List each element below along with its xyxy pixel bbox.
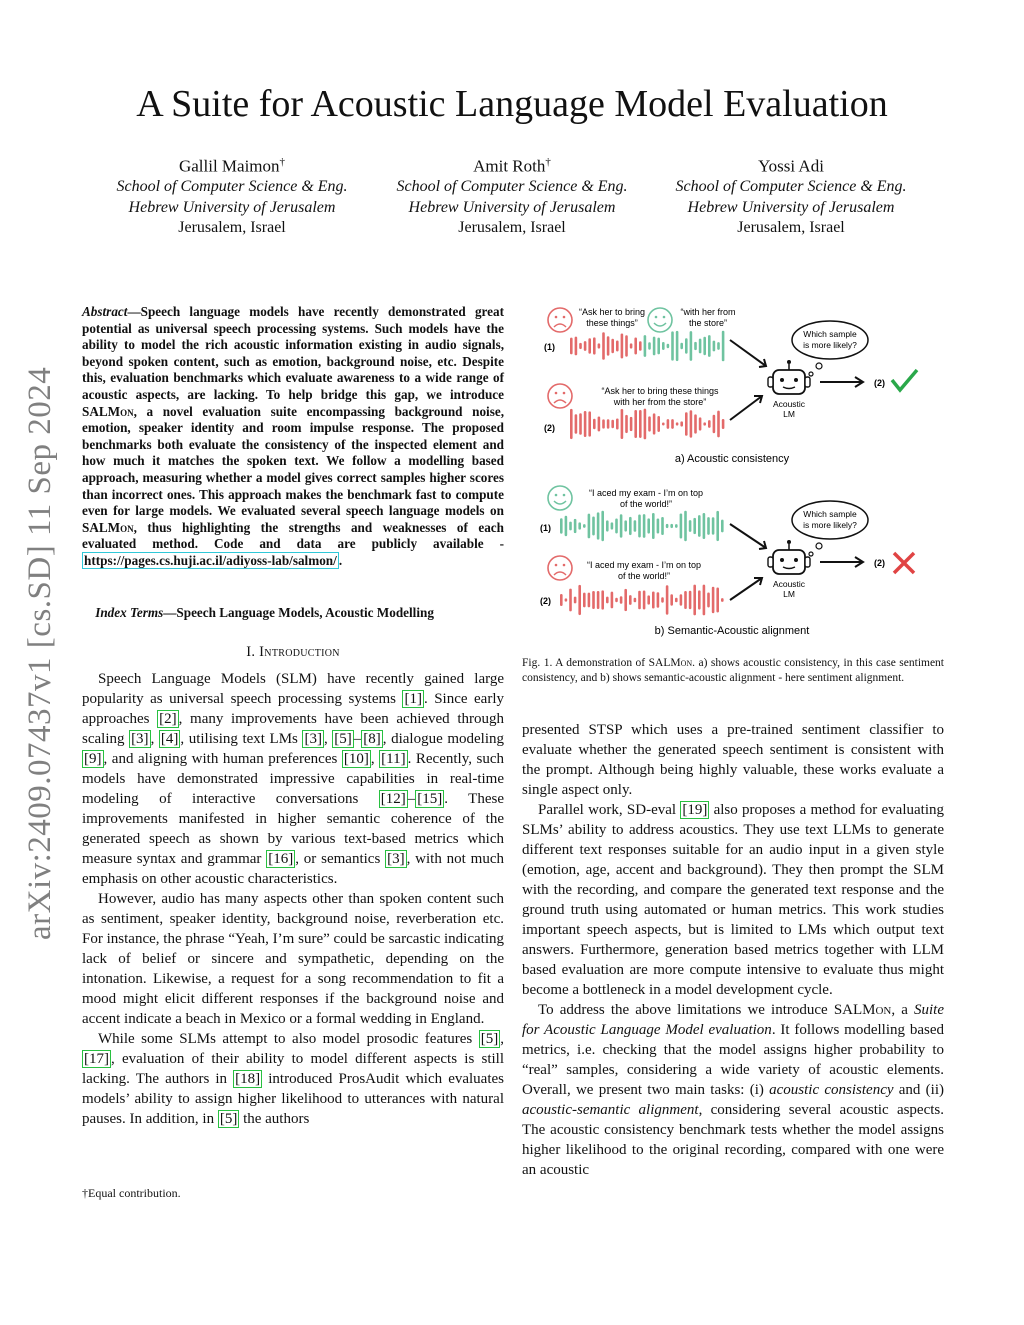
waveform-bar <box>707 593 710 608</box>
waveform-bar <box>616 418 619 429</box>
sad-face-icon <box>548 556 572 580</box>
waveform-bar <box>671 419 674 429</box>
waveform-bar <box>690 331 693 361</box>
cloud-text: is more likely? <box>803 340 857 350</box>
answer-label: (2) <box>874 558 885 568</box>
waveform-bar <box>703 585 706 616</box>
author-name: Gallil Maimon <box>178 156 280 176</box>
waveform-bar <box>578 522 581 529</box>
text: , with not much emphasis on other acoustic characteristics. <box>82 851 504 887</box>
sample-label: (2) <box>544 423 555 433</box>
waveform-bar <box>657 518 660 533</box>
text: Speech Language Models (SLM) have recently gained large popularity as universal speech processing systems <box>82 671 504 707</box>
waveform-bar <box>680 343 683 349</box>
waveform-bar <box>560 518 563 534</box>
section-heading: I. Introduction <box>246 644 340 660</box>
text: , dialogue modeling <box>382 731 504 747</box>
waveform-bar <box>639 341 642 351</box>
waveform-bar <box>721 520 724 533</box>
cross-icon <box>894 553 914 573</box>
salmon-name: SALMon <box>82 403 134 419</box>
text: Parallel work, SD-eval <box>538 802 681 818</box>
citation-link[interactable]: [11] <box>381 751 406 767</box>
waveform-bar <box>680 513 683 538</box>
happy-face-icon <box>548 486 572 510</box>
waveform <box>560 585 724 616</box>
subfigure-caption: a) Acoustic consistency <box>674 453 790 465</box>
waveform-bar <box>667 419 670 429</box>
waveform-bar <box>638 515 641 538</box>
waveform-bar <box>680 594 683 605</box>
citation-link[interactable]: [18] <box>235 1071 261 1087</box>
waveform-bar <box>707 517 710 535</box>
waveform-bar <box>630 417 633 431</box>
arrow-icon <box>730 340 766 366</box>
waveform-bar <box>575 414 578 434</box>
waveform-bar <box>713 341 716 352</box>
waveform-bar <box>685 412 688 436</box>
waveform-bar <box>703 337 706 355</box>
citation-link[interactable]: [5] <box>334 731 352 747</box>
waveform-bar <box>634 520 637 532</box>
citation-link[interactable]: [19] <box>682 802 708 818</box>
waveform-bar <box>579 343 582 349</box>
waveform-bar <box>699 339 702 354</box>
waveform-bar <box>621 409 624 439</box>
left-column <box>82 669 504 1129</box>
waveform-bar <box>560 594 563 606</box>
waveform-bar <box>584 411 587 437</box>
waveform-bar <box>652 513 655 539</box>
intro-paragraph: However, audio has many aspects other than spoken content such as sentiment, speaker identity, background noise, reverberation etc. For instance, the phrase “Yeah, I’m sure” could be sarcastic indicating lack of belief or sincere and sympathetic, depending on the intonation. Likewise, a request for a song recommendation to fit a mood might elicit different responses if the background noise and accent indicate a beach in Mexico or a formal wedding in England. <box>82 891 504 1027</box>
waveform-bar <box>647 595 650 604</box>
cloud-text: Which sample <box>803 509 857 519</box>
waveform-bar <box>569 589 572 612</box>
salmon-name: SALMon <box>833 1002 892 1018</box>
waveform-bar <box>717 411 720 438</box>
abstract-label: Abstract <box>82 304 128 319</box>
waveform-bar <box>670 594 673 605</box>
waveform-bar <box>621 334 624 359</box>
text: , or semantics <box>295 851 386 867</box>
waveform-bar <box>565 516 568 536</box>
sad-face-icon <box>548 308 572 332</box>
figure-quote: “Ask her to bring <box>578 307 646 317</box>
waveform <box>570 331 724 362</box>
waveform-bar <box>597 591 600 609</box>
waveform-bar <box>644 409 647 440</box>
author-block <box>362 152 662 239</box>
waveform-bar <box>708 335 711 357</box>
waveform-bar <box>643 514 646 538</box>
waveform-bar <box>611 592 614 609</box>
salmon-name: SALMon <box>648 657 693 669</box>
sample-label: (1) <box>544 342 555 352</box>
lm-label: Acoustic <box>772 399 806 409</box>
intro-paragraph: Speech Language Models (SLM) have recently gained large popularity as universal speech processing systems [1] . Since early approaches [2] , many improvements have been achieved through scaling [3] , [4] , utilising text LMs [3] , [5] – [8] , dialogue modeling [9] , and aligning with human preferences [10] , [11] . Recently, such models have demonstrated impressive capabilities in real-time modeling of interactive conversations [12] – [15] . These improvements manifested in higher semantic coherence of the generated speech as shown by various text-based metrics which measure syntax and grammar [16] , or semantics [3] , with not much emphasis on other acoustic characteristics. <box>82 671 505 887</box>
waveform-bar <box>598 417 601 432</box>
waveform-bar <box>598 343 601 348</box>
body-paragraph: presented STSP which uses a pre-trained sentiment classifier to evaluate whether the generated speech sentiment is consistent with the prompt. Although being highly valuable, these works evaluate a single aspect only. <box>522 722 944 798</box>
waveform-bar <box>703 513 706 539</box>
body-paragraph <box>522 1000 944 1180</box>
citation-link[interactable]: [10] <box>343 751 369 767</box>
waveform-bar <box>648 416 651 431</box>
waveform-bar <box>639 410 642 438</box>
index-terms-label: Index Terms <box>95 605 164 620</box>
waveform-bar <box>583 524 586 528</box>
arrow-icon <box>730 396 762 420</box>
waveform-bar <box>653 413 656 434</box>
author-dept: School of Computer Science & Eng. <box>116 178 348 196</box>
author-loc: Jerusalem, Israel <box>737 219 845 237</box>
waveform-bar <box>684 511 687 541</box>
text: acoustic consistency <box>769 1082 894 1098</box>
figure-quote: of the world!” <box>619 499 673 509</box>
waveform-bar <box>685 338 688 353</box>
citation-link[interactable]: [5] <box>219 1111 238 1127</box>
waveform-bar <box>722 419 725 429</box>
waveform-bar <box>602 332 605 360</box>
waveform <box>560 511 724 541</box>
text: To address the above limitations we introduce <box>538 1002 834 1018</box>
arrow-icon <box>730 578 762 600</box>
waveform-bar <box>694 342 697 350</box>
waveform-bar <box>570 409 573 439</box>
author-loc: Jerusalem, Israel <box>458 219 566 237</box>
waveform-bar <box>574 519 577 533</box>
waveform-bar <box>661 597 664 602</box>
waveform-bar <box>647 518 650 533</box>
lm-label: Acoustic <box>772 579 806 589</box>
waveform-bar <box>713 415 716 433</box>
waveform-bar <box>662 342 665 350</box>
figure-quote: “Ask her to bring these things <box>601 386 719 396</box>
text: , a <box>891 1002 914 1018</box>
waveform-bar <box>689 591 692 609</box>
waveform-bar <box>722 331 725 362</box>
robot-icon <box>768 540 810 574</box>
waveform-bar <box>648 342 651 349</box>
waveform-bar <box>675 524 678 528</box>
waveform-bar <box>684 591 687 609</box>
figure-quote: of the world!” <box>617 571 671 581</box>
waveform-bar <box>588 593 591 608</box>
author-loc: Jerusalem, Israel <box>178 219 286 237</box>
waveform-bar <box>634 338 637 355</box>
waveform-bar <box>611 420 614 428</box>
abstract-end: . <box>338 552 343 568</box>
text: , considering several acoustic aspects. The acoustic consistency benchmark tests whether the model assigns higher likelihood to the original recording, compared with one were an acoustic <box>522 1102 945 1178</box>
waveform-bar <box>675 598 678 603</box>
waveform-bar <box>615 598 618 602</box>
lm-label: LM <box>783 589 795 599</box>
waveform-bar <box>607 419 610 428</box>
waveform-bar <box>703 422 706 425</box>
arrow-icon <box>730 524 766 548</box>
waveform-bar <box>670 524 673 528</box>
waveform-bar <box>698 515 701 537</box>
waveform-bar <box>602 419 605 428</box>
author-block <box>641 152 941 239</box>
abstract-text: , a novel evaluation suite encompassing background noise, emotion, speaker identity and room impulse response. The proposed benchmarks both evaluate the consistency of the inspected element and how much it matches the spoken text. We follow a modelling based approach, measuring whether a model gives correct samples higher scores than incorrect ones. This approach makes the benchmark fast to compute even for large models. We evaluated several speech language models on <box>82 403 504 519</box>
waveform-bar <box>588 514 591 539</box>
waveform-bar <box>624 589 627 611</box>
waveform-bar <box>653 337 656 356</box>
waveform-bar <box>721 598 724 602</box>
cloud-text: Which sample <box>803 329 857 339</box>
waveform-bar <box>699 417 702 430</box>
figure-caption <box>522 656 944 686</box>
citation-link[interactable]: [12] <box>380 791 406 807</box>
waveform-bar <box>690 410 693 437</box>
sad-face-icon <box>548 384 572 408</box>
waveform-bar <box>592 517 595 536</box>
waveform-bar <box>634 410 637 438</box>
waveform-bar <box>680 421 683 426</box>
waveform-bar <box>574 597 577 604</box>
citation-link[interactable]: [17] <box>84 1051 109 1067</box>
text: acoustic-semantic alignment <box>522 1102 699 1118</box>
salmon-name: SALMon <box>82 519 134 535</box>
waveform-bar <box>575 337 578 356</box>
waveform-bar <box>643 591 646 610</box>
arxiv-identifier: arXiv:2409.07437v1 [cs.SD] 11 Sep 2024 <box>22 366 58 940</box>
waveform-bar <box>592 591 595 609</box>
waveform <box>570 409 724 440</box>
citation-link[interactable]: [3] <box>304 731 322 747</box>
waveform-bar <box>676 422 679 425</box>
citation-link[interactable]: [15] <box>417 791 443 807</box>
waveform-bar <box>676 331 679 361</box>
waveform-bar <box>657 416 660 432</box>
waveform-bar <box>689 520 692 532</box>
abstract-text: —Speech language models have recently demonstrated great potential as universal speech processing systems. Such models have the ability to model the rich acoustic information existing in audio signals, beyond spoken content, such as emotion, background noise, etc. Despite this, evaluation benchmarks which evaluate awareness to a wide range of acoustic aspects, are lacking. To help bridge this gap, we introduce <box>82 304 504 402</box>
waveform-bar <box>712 517 715 534</box>
text: , utilising text LMs <box>180 731 303 747</box>
text: , many improvements have been achieved through scaling <box>82 711 504 747</box>
figure-quote: “I aced my exam - I’m on top <box>586 560 702 570</box>
waveform-bar <box>671 331 674 360</box>
waveform-bar <box>569 522 572 531</box>
happy-face-icon <box>648 308 672 332</box>
waveform-bar <box>606 520 609 531</box>
equal-contribution-mark: † <box>279 156 286 168</box>
author-name: Amit Roth <box>473 156 546 176</box>
waveform-bar <box>629 517 632 535</box>
waveform-bar <box>638 591 641 610</box>
author-name: Yossi Adi <box>758 156 824 176</box>
waveform-bar <box>662 422 665 425</box>
waveform-bar <box>693 518 696 534</box>
intro-paragraph: While some SLMs attempt to also model prosodic features [5] , [17] , evaluation of their ability to model different aspects is still lacking. The authors in [18] introduced ProsAudit which evaluates models’ ability to assign higher likelihood to utterances with natural pauses. In addition, in [5] the authors <box>82 1031 505 1127</box>
citation-link[interactable]: [8] <box>363 731 381 747</box>
cloud-text: is more likely? <box>803 520 857 530</box>
text: the authors <box>239 1111 310 1127</box>
waveform-bar <box>708 420 711 428</box>
text: . Since early approaches <box>82 691 504 727</box>
text: . It follows modelling based metrics, i.e. checking that the model assigns higher probability to “real” samples, considering a wide variety of acoustic elements. Overall, we present two main tasks: (i) <box>522 1022 944 1098</box>
waveform-bar <box>601 590 604 609</box>
right-column <box>522 720 944 1180</box>
sample-label: (2) <box>540 596 551 606</box>
sample-label: (1) <box>540 523 551 533</box>
text: While some SLMs attempt to also model prosodic features <box>98 1031 479 1047</box>
waveform-bar <box>717 342 720 350</box>
waveform-bar <box>611 339 614 354</box>
check-icon <box>892 370 917 390</box>
waveform-bar <box>607 336 610 356</box>
body-paragraph <box>522 800 944 1000</box>
figure-quote: “I aced my exam - I’m on top <box>588 488 704 498</box>
waveform-bar <box>716 588 719 613</box>
citation-link[interactable]: [9] <box>84 751 102 767</box>
waveform-bar <box>661 517 664 535</box>
waveform-bar <box>588 338 591 353</box>
waveform-bar <box>570 338 573 355</box>
waveform-bar <box>693 585 696 616</box>
footnote: †Equal contribution. <box>82 1186 181 1200</box>
caption-text: . a) shows acoustic consistency, in this case sentiment consistency, and b) shows semantic-acoustic alignment - here sentiment alignment. <box>522 657 945 684</box>
author-dept: School of Computer Science & Eng. <box>675 178 907 196</box>
waveform-bar <box>629 595 632 605</box>
waveform-bar <box>634 598 637 603</box>
author-univ: Hebrew University of Jerusalem <box>687 198 895 216</box>
lm-label: LM <box>783 409 795 419</box>
index-terms-text: —Speech Language Models, Acoustic Modelling <box>163 605 434 620</box>
waveform-bar <box>624 520 627 531</box>
abstract <box>82 304 504 570</box>
waveform-bar <box>712 587 715 613</box>
citation-link[interactable]: [3] <box>131 731 149 747</box>
waveform-bar <box>625 335 628 356</box>
citation-link[interactable]: [1] <box>404 691 422 707</box>
waveform-bar <box>583 593 586 608</box>
subfigure-caption: b) Semantic-Acoustic alignment <box>654 625 810 637</box>
caption-text: Fig. 1. A demonstration of <box>522 657 649 669</box>
waveform-bar <box>615 518 618 533</box>
citation-link[interactable]: [3] <box>387 851 405 867</box>
citation-link[interactable]: [16] <box>268 851 294 867</box>
abstract-text: , thus highlighting the strengths and weaknesses of each evaluated method. Code and data are publicly available - <box>82 519 504 552</box>
waveform-bar <box>565 598 568 601</box>
waveform-bar <box>593 419 596 429</box>
figure-quote: the store” <box>688 318 728 328</box>
text: . Recently, such models have demonstrated impressive capabilities in real-time modeling of interactive conversations <box>82 751 505 807</box>
waveform-bar <box>601 511 604 541</box>
text: Suite for Acoustic Language Model evaluation <box>522 1002 944 1038</box>
waveform-bar <box>611 522 614 529</box>
project-link[interactable]: https://pages.cs.huji.ac.il/adiyoss-lab/salmon/ <box>84 552 337 568</box>
waveform-bar <box>666 524 669 528</box>
citation-link[interactable]: [2] <box>159 711 177 727</box>
waveform-bar <box>579 413 582 435</box>
waveform-bar <box>644 335 647 357</box>
waveform-bar <box>625 415 628 433</box>
waveform-bar <box>666 585 669 614</box>
waveform-bar <box>620 596 623 604</box>
waveform-bar <box>698 590 701 609</box>
waveform-bar <box>657 338 660 355</box>
text: also proposes a method for evaluating SLMs’ ability to address acoustics. They use text LLMs to generate different text responses suitable for an audio input in a given style (emotion, age, accent and background). They then prompt the SLM with the recording, and compare the generated text response and the ground truth using automated or human metrics. This work studies important speech aspects, but is limited to LMs which output text answers. Furthermore, generation based metrics together with LLM based evaluation are more compute intensive to evaluate thus might become a bottleneck in a model development cycle. <box>522 802 944 998</box>
waveform-bar <box>630 343 633 348</box>
waveform-bar <box>694 414 697 433</box>
citation-link[interactable]: [4] <box>160 731 179 747</box>
waveform-bar <box>652 591 655 608</box>
text: , and aligning with human preferences <box>103 751 342 767</box>
waveform-bar <box>620 514 623 537</box>
author-univ: Hebrew University of Jerusalem <box>408 198 616 216</box>
waveform-bar <box>597 512 600 539</box>
text: and (ii) <box>893 1082 945 1098</box>
figure-quote: “with her from <box>680 307 736 317</box>
waveform-bar <box>667 344 670 348</box>
figure-1 <box>530 300 940 645</box>
figure-quote: with her from the store” <box>613 397 707 407</box>
author-dept: School of Computer Science & Eng. <box>396 178 628 196</box>
paper-title: A Suite for Acoustic Language Model Evaluation <box>136 83 888 125</box>
figure-quote: these things” <box>586 318 638 328</box>
waveform-bar <box>578 585 581 615</box>
answer-label: (2) <box>874 378 885 388</box>
equal-contribution-mark: † <box>545 156 551 168</box>
citation-link[interactable]: [5] <box>480 1031 499 1047</box>
index-terms <box>82 605 504 621</box>
text: . These improvements manifested in higher semantic coherence of the generated speech as shown by various text-based metrics which measure syntax and grammar <box>82 791 504 867</box>
waveform-bar <box>593 337 596 354</box>
waveform-bar <box>584 341 587 351</box>
author-block <box>82 152 382 239</box>
waveform-bar <box>588 411 591 436</box>
waveform-bar <box>716 511 719 541</box>
waveform-bar <box>657 592 660 608</box>
waveform-bar <box>616 341 619 352</box>
robot-icon <box>768 360 810 394</box>
text: introduced ProsAudit which evaluates models’ ability to assign higher likelihood to utterances with natural pauses. In addition, in <box>82 1071 505 1127</box>
text: , evaluation of their ability to model different aspects is still lacking. The authors in <box>82 1051 504 1087</box>
waveform-bar <box>606 597 609 604</box>
author-univ: Hebrew University of Jerusalem <box>128 198 336 216</box>
